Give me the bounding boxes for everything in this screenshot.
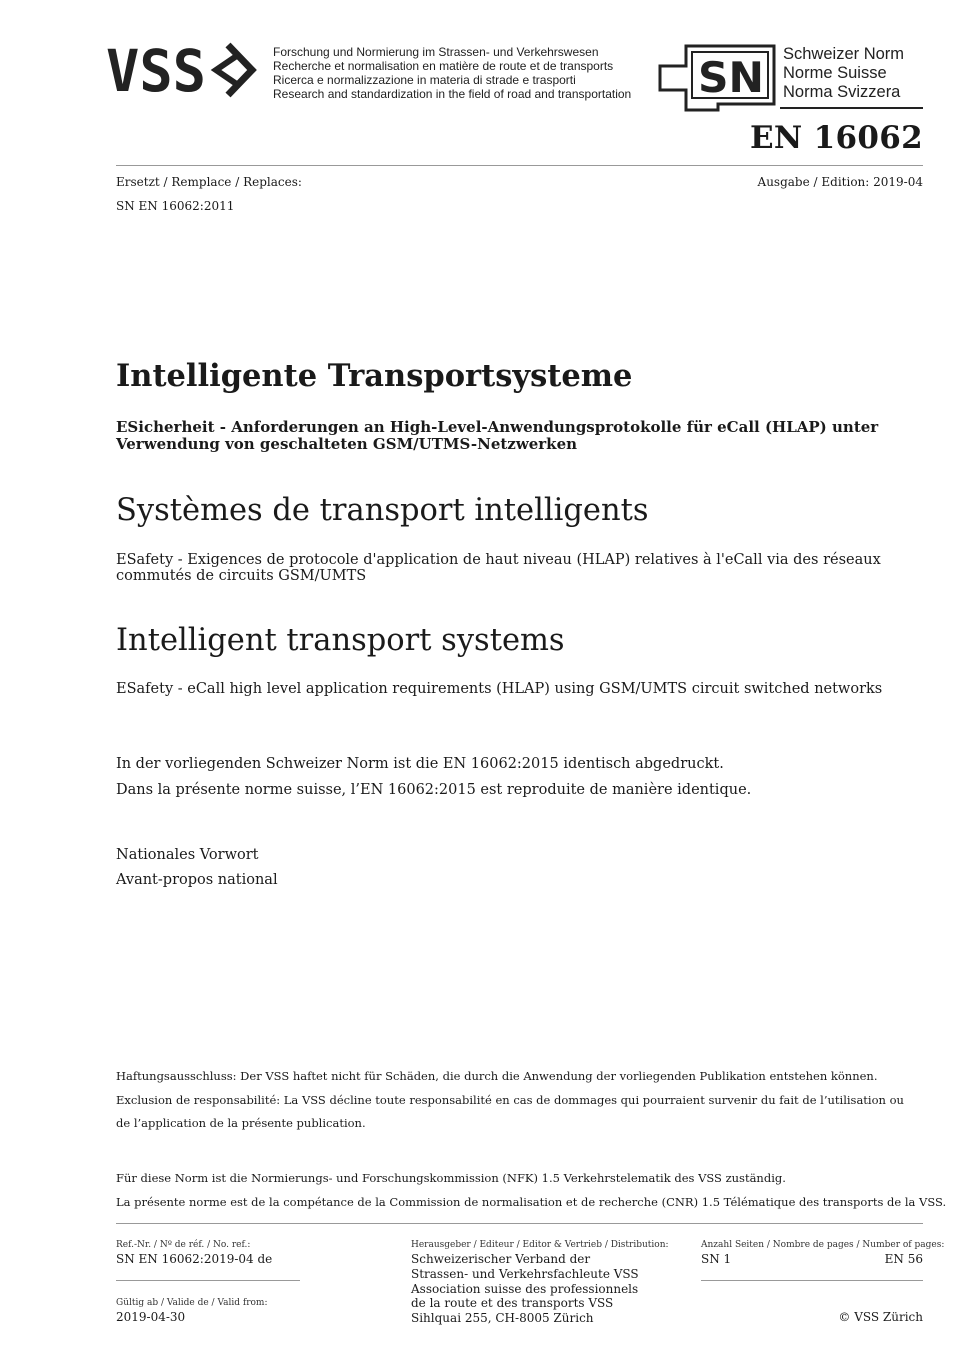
doc-number: EN 16062 bbox=[749, 120, 923, 156]
disclaimer-fr-line1: Exclusion de responsabilité: La VSS décline toute responsabilité en cas de dommages qui pourraient survenir du fait de l’utilisation ou bbox=[116, 1093, 904, 1107]
sn-name-de: Schweizer Norm bbox=[783, 45, 905, 63]
pages-divider bbox=[701, 1280, 923, 1281]
publisher-line: de la route et des transports VSS bbox=[411, 1296, 614, 1311]
sn-name-it: Norma Svizzera bbox=[783, 83, 901, 101]
sn-names bbox=[783, 45, 904, 102]
publisher-address bbox=[411, 1252, 639, 1326]
committee-fr: La présente norme est de la compétance de la Commission de normalisation et de recherche (CNR) 1.5 Télématique des transports de la VSS. bbox=[116, 1195, 947, 1209]
sn-underline bbox=[780, 107, 923, 109]
national-foreword-de: Nationales Vorwort bbox=[116, 847, 259, 863]
subtitle-de: ESicherheit - Anforderungen an High-Level-Anwendungsprotokolle für eCall (HLAP) unter Verwendung von geschalteten GSM/UTMS-Netzwerken bbox=[116, 418, 879, 453]
valid-from-value: 2019-04-30 bbox=[116, 1310, 186, 1324]
publisher-label: Herausgeber / Editeur / Editor & Vertrieb / Distribution: bbox=[411, 1240, 669, 1250]
title-de: Intelligente Transportsysteme bbox=[116, 358, 633, 394]
title-en: Intelligent transport systems bbox=[116, 623, 565, 658]
identical-note-fr: Dans la présente norme suisse, l’EN 16062:2015 est reproduite de manière identique. bbox=[116, 782, 752, 798]
pages-en: EN 56 bbox=[884, 1252, 923, 1266]
replaces-label: Ersetzt / Remplace / Replaces: bbox=[116, 175, 302, 189]
ref-value: SN EN 16062:2019-04 de bbox=[116, 1252, 273, 1266]
national-foreword-fr: Avant-propos national bbox=[116, 872, 278, 888]
vss-tagline-en: Research and standardization in the field of road and transportation bbox=[273, 87, 632, 101]
ref-divider bbox=[116, 1280, 300, 1281]
subtitle-en: ESafety - eCall high level application requirements (HLAP) using GSM/UMTS circuit switched networks bbox=[116, 681, 883, 697]
sn-logo bbox=[656, 44, 776, 112]
valid-from-label: Gültig ab / Valide de / Valid from: bbox=[116, 1298, 268, 1308]
identical-note-de: In der vorliegenden Schweizer Norm ist die EN 16062:2015 identisch abgedruckt. bbox=[116, 756, 724, 772]
publisher-line: Schweizerischer Verband der bbox=[411, 1252, 591, 1266]
publisher-line: Association suisse des professionnels bbox=[411, 1281, 639, 1296]
copyright: © VSS Zürich bbox=[838, 1310, 923, 1324]
vss-logo-text: VSS bbox=[106, 40, 206, 102]
ref-label: Ref.-Nr. / Nº de réf. / No. ref.: bbox=[116, 1240, 251, 1250]
sn-name-fr: Norme Suisse bbox=[783, 64, 887, 82]
publisher-line: Strassen- und Verkehrsfachleute VSS bbox=[411, 1266, 639, 1281]
publisher-line: Sihlquai 255, CH-8005 Zürich bbox=[411, 1311, 594, 1326]
disclaimer-de: Haftungsausschluss: Der VSS haftet nicht für Schäden, die durch die Anwendung der vorliegenden Publikation entstehen können. bbox=[116, 1069, 878, 1083]
committee-de: Für diese Norm ist die Normierungs- und Forschungskommission (NFK) 1.5 Verkehrstelematik des VSS zuständig. bbox=[116, 1171, 786, 1185]
vss-logo bbox=[106, 40, 266, 102]
vss-tagline-fr: Recherche et normalisation en matière de route et de transports bbox=[273, 59, 614, 73]
title-fr: Systèmes de transport intelligents bbox=[116, 493, 649, 528]
header-divider bbox=[116, 165, 923, 166]
vss-tagline bbox=[273, 45, 631, 101]
sn-logo-text: SN bbox=[698, 53, 764, 102]
footer-divider bbox=[116, 1223, 923, 1224]
pages-sn: SN 1 bbox=[701, 1252, 732, 1266]
disclaimer-fr-line2: de l’application de la présente publication. bbox=[116, 1116, 366, 1130]
vss-tagline-de: Forschung und Normierung im Strassen- und Verkehrswesen bbox=[273, 45, 599, 59]
pages-label: Anzahl Seiten / Nombre de pages / Number of pages: bbox=[701, 1240, 945, 1250]
vss-tagline-it: Ricerca e normalizzazione in materia di strade e trasporti bbox=[273, 73, 576, 87]
replaces-value: SN EN 16062:2011 bbox=[116, 199, 235, 213]
subtitle-fr: ESafety - Exigences de protocole d'application de haut niveau (HLAP) relatives à l'eCall via des réseaux commutés de circuits GSM/UMTS bbox=[116, 552, 881, 584]
edition-date: Ausgabe / Edition: 2019-04 bbox=[757, 175, 923, 189]
